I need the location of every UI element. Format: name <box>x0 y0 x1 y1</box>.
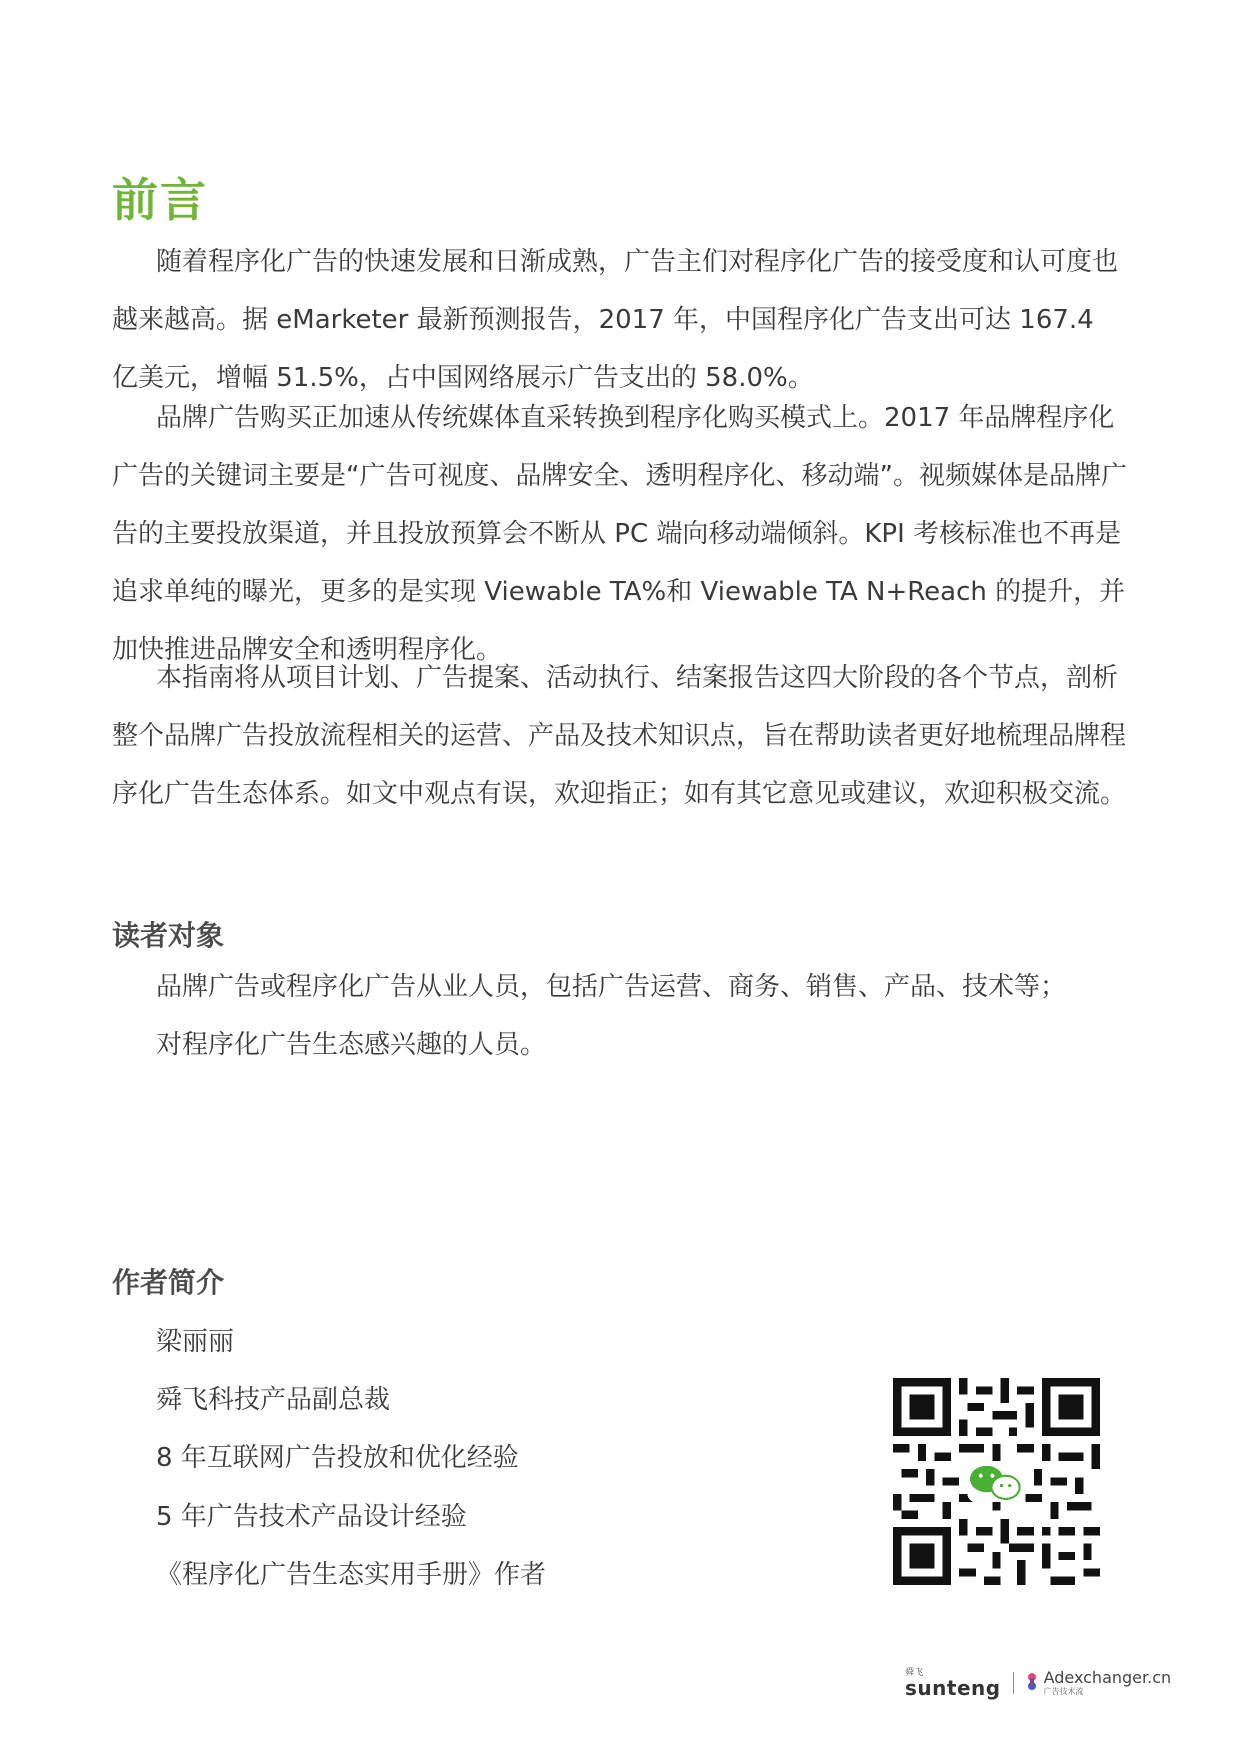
footer-divider <box>1013 1672 1014 1694</box>
author-heading: 作者简介 <box>112 1266 225 1299</box>
adexchanger-tagline: 广告技术流 <box>1043 1687 1084 1696</box>
adexchanger-mark-icon <box>1026 1672 1038 1694</box>
author-experience-2: 5 年广告技术产品设计经验 <box>156 1502 467 1532</box>
sunteng-logo-wordmark: sunteng <box>905 1675 1001 1700</box>
author-title: 舜飞科技产品副总裁 <box>156 1385 391 1415</box>
readers-heading: 读者对象 <box>112 919 225 952</box>
adexchanger-name: Adexchanger.cn <box>1043 1668 1172 1687</box>
sunteng-logo-chinese: 舜飞 <box>905 1667 924 1678</box>
preface-paragraph-2: 品牌广告购买正加速从传统媒体直采转换到程序化购买模式上。2017 年品牌程序化广告的关键词主要是“广告可视度、品牌安全、透明程序化、移动端”。视频媒体是品牌广告的主要投放渠道，并且投放预算会不断从 PC 端向移动端倾斜。KPI 考核标准也不再是追求单纯的曝光，更多的是实现 Viewable TA%和 Viewable TA N+Reach 的提升，并加快推进品牌安全和透明程序化。 <box>112 403 1127 665</box>
sunteng-logo <box>905 1669 1001 1698</box>
preface-paragraph-3: 本指南将从项目计划、广告提案、活动执行、结案报告这四大阶段的各个节点，剖析整个品牌广告投放流程相关的运营、产品及技术知识点，旨在帮助读者更好地梳理品牌程序化广告生态体系。如文中观点有误，欢迎指正；如有其它意见或建议，欢迎积极交流。 <box>112 663 1127 809</box>
adexchanger-logo <box>1026 1670 1172 1696</box>
footer-logos <box>905 1663 1171 1703</box>
author-book: 《程序化广告生态实用手册》作者 <box>156 1560 547 1590</box>
wechat-qr-code <box>893 1378 1100 1585</box>
author-name: 梁丽丽 <box>156 1327 235 1357</box>
preface-paragraph-1: 随着程序化广告的快速发展和日渐成熟，广告主们对程序化广告的接受度和认可度也越来越高。据 eMarketer 最新预测报告，2017 年，中国程序化广告支出可达 167.4 亿美元，增幅 51.5%，占中国网络展示广告支出的 58.0%。 <box>112 247 1119 393</box>
readers-item-2: 对程序化广告生态感兴趣的人员。 <box>156 1030 547 1060</box>
readers-item-1: 品牌广告或程序化广告从业人员，包括广告运营、商务、销售、产品、技术等； <box>156 972 1067 1002</box>
page-title: 前言 <box>112 173 208 227</box>
author-experience-1: 8 年互联网广告投放和优化经验 <box>156 1443 519 1473</box>
